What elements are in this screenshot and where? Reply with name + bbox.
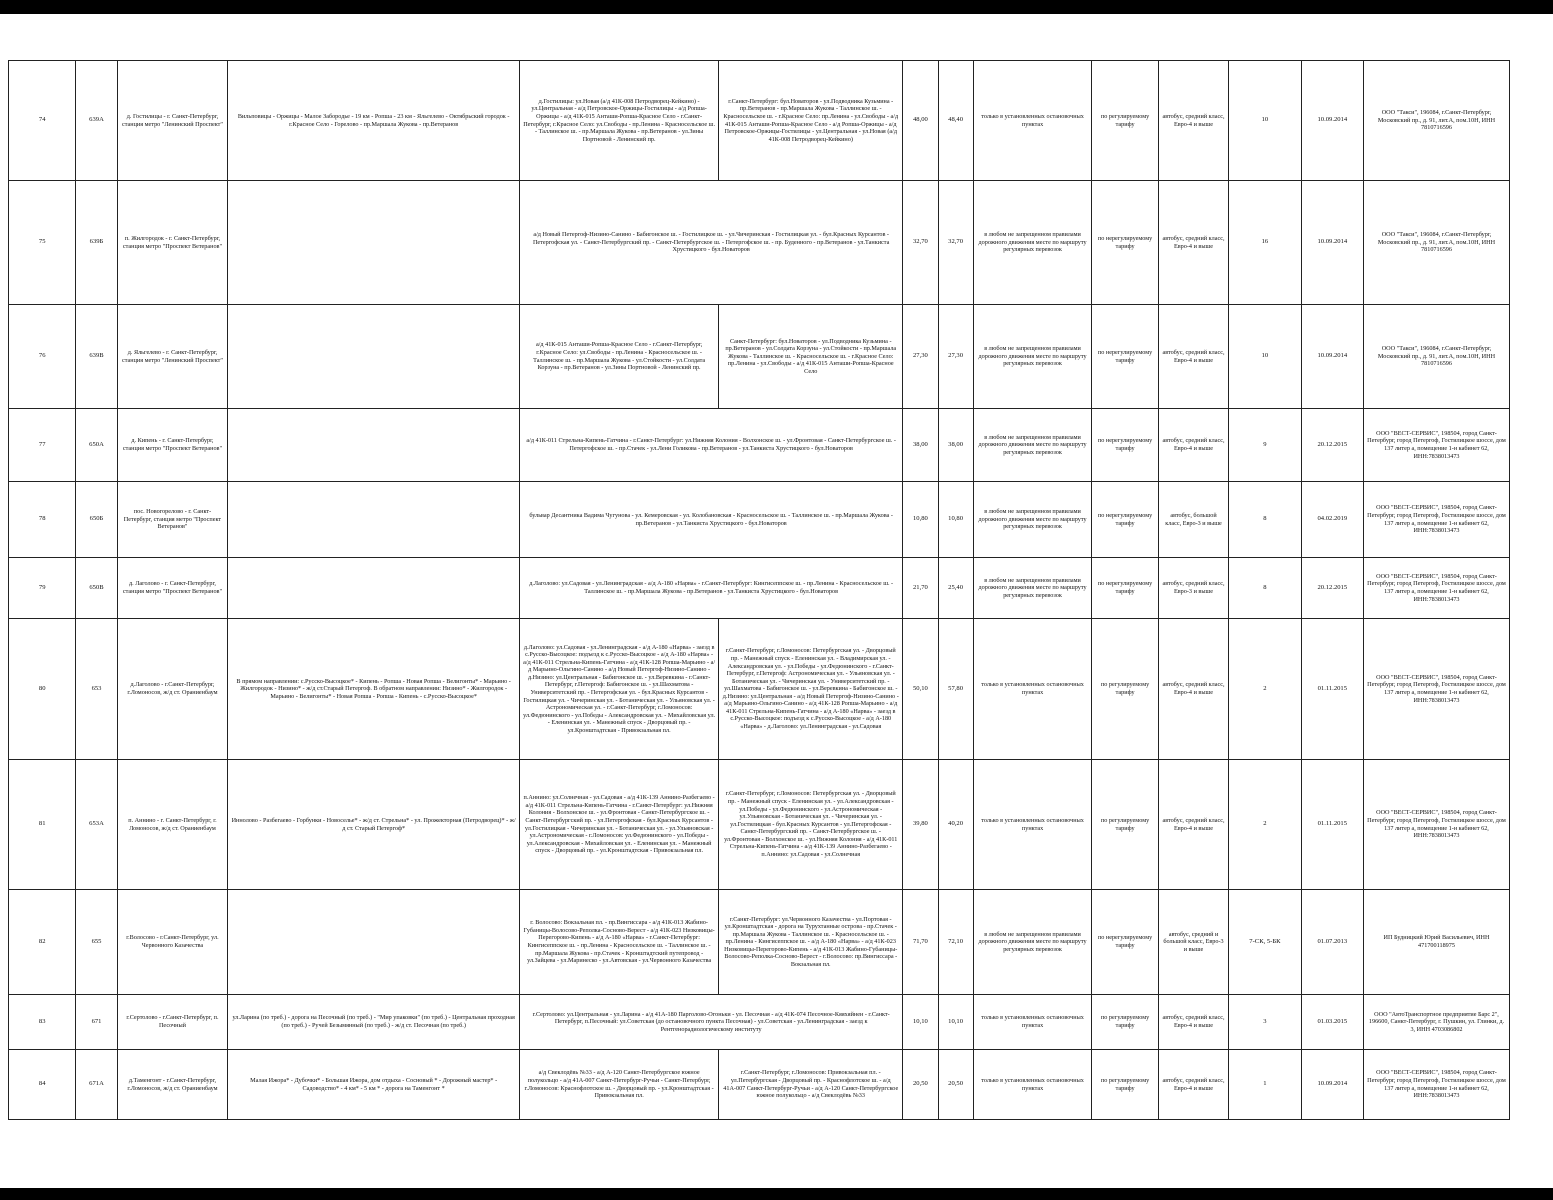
route-length-forward-cell: 21,70 (903, 558, 938, 619)
route-name-cell: пос. Новогорелово - г. Санкт-Петербург, станция метро "Проспект Ветеранов" (117, 482, 228, 558)
route-length-return-cell: 20,50 (938, 1050, 973, 1120)
vehicle-count-cell: 10 (1229, 305, 1301, 409)
route-length-forward-cell: 20,50 (903, 1050, 938, 1120)
route-name-cell: д. Лаголово - г. Санкт-Петербург, станция метро "Проспект Ветеранов" (117, 558, 228, 619)
route-streets-cell: а/д 41К-011 Стрельна-Кипень-Гатчина - г.Санкт-Петербург: ул.Нижняя Колония - Волхонское ш. - ул.Фронтовая - Санкт-Петербургское ш. - Петергофское ш. - пр.Стачек - ул.Лени Голикова - пр.Ветеранов - ул.Танкиста Хрустицкого - бул.Новаторов (520, 409, 903, 482)
table-row (9, 619, 1510, 760)
boarding-order-cell: только в установленных остановочных пунктах (973, 619, 1092, 760)
route-length-return-cell: 57,80 (938, 619, 973, 760)
vehicle-count-cell: 8 (1229, 482, 1301, 558)
route-streets-return-cell: г.Санкт-Петербург: ул.Червонного Казачества - ул.Портовая - ул.Кронштадтская - дорога на Турухтанные острова - пр.Стачек - пр.Маршала Жукова - Таллинское ш. - Красносельское ш. - пр.Ленина - Кингисеппское ш. - а/д А-180 «Нарва» - а/д 41К-023 Низковицы-Перегорово-Кипень - а/д 41К-013 Жабино-Губаницы-Волосово-Реполка-Сосново-Верест - г.Волосово: пр.Вингиссара - Вокзальная пл. (719, 890, 903, 995)
carrier-cell: ООО "ВЕСТ-СЕРВИС", 198504, город Санкт-Петербург, город Петергоф, Гостилицкое шоссе, дом 137 литер а, помещение 1-н кабинет 62, ИНН:7838013473 (1364, 409, 1510, 482)
route-streets-return-cell: г.Санкт-Петербург, г.Ломоносов: Привокзальная пл. - ул.Петербургская - Дворцовый пр. - Краснофлотское ш. - а/д 41А-007 Санкт-Петербург-Ручьи - а/д А-120 Санкт-Петербургское южное полукольцо - а/д Свеклодёвь №33 (719, 1050, 903, 1120)
route-streets-forward-cell: п.Аннино: ул.Солнечная - ул.Садовая - а/д 41К-139 Аннино-Разбегаево - а/д 41К-011 Стрельна-Кипень-Гатчина - г.Санкт-Петербург: ул.Нижняя Колония - Волхонское ш. - ул.Фронтовая - Санкт-Петербургское ш. - Санкт-Петербургский пр. - ул.Петергофская - бул.Красных Курсантов - ул.Гостилицкая - Чичеринская ул. - Ботаническая ул. - ул.Ульяновская - ул.Астрономическая - г.Ломоносов: ул.Федюнинского - ул.Победы - ул.Александровская - Михайловская ул. - Еленинская ул. - Манежный спуск - Дворцовый пр. - ул.Кронштадтская - Привокзальная пл. (520, 760, 719, 890)
boarding-order-cell: в любом не запрещенном правилами дорожного движения месте по маршруту регулярных перевозок (973, 409, 1092, 482)
route-length-forward-cell: 48,00 (903, 61, 938, 181)
route-number-cell: 671 (76, 995, 117, 1050)
route-number-cell: 655 (76, 890, 117, 995)
intermediate-stops-cell: Иннолово - Разбегаево - Горбунки - Новоселье* - ж/д ст. Стрельна* - ул. Прожекторная (Петродворец)* - ж/д ст. Старый Петергоф* (228, 760, 520, 890)
route-streets-forward-cell: а/д 41К-015 Анташи-Ропша-Красное Село - г.Санкт-Петербург, г.Красное Село: ул.Свободы - пр.Ленина - Красносельское ш. - Таллинское ш. - пр.Маршала Жукова - ул.Стойкости - ул.Солдата Корзуна - пр.Ветеранов - ул.Зины Портновой - Ленинский пр. (520, 305, 719, 409)
table-row (9, 409, 1510, 482)
start-date-cell: 10.09.2014 (1301, 305, 1363, 409)
vehicle-class-cell: автобус, средний класс, Евро-4 и выше (1158, 305, 1228, 409)
route-streets-cell: д.Лаголово: ул.Садовая - ул.Ленинградская - а/д А-180 «Нарва» - г.Санкт-Петербург: Кингисеппское ш. - пр.Ленина - Красносельское ш. - Таллинское ш. - пр.Маршала Жукова - пр.Ветеранов - ул.Танкиста Хрустицкого - бул.Новаторов (520, 558, 903, 619)
tariff-type-cell: по регулируемому тарифу (1092, 760, 1158, 890)
start-date-cell: 10.09.2014 (1301, 61, 1363, 181)
route-length-return-cell: 38,00 (938, 409, 973, 482)
row-number-cell: 82 (9, 890, 76, 995)
carrier-cell: ООО "Такси", 196084, г.Санкт-Петербург, Московский пр., д. 91, лит.А, пом.10Н, ИНН 7810716596 (1364, 305, 1510, 409)
start-date-cell: 01.03.2015 (1301, 995, 1363, 1050)
start-date-cell: 10.09.2014 (1301, 181, 1363, 305)
row-number-cell: 80 (9, 619, 76, 760)
intermediate-stops-cell (228, 558, 520, 619)
route-number-cell: 650В (76, 558, 117, 619)
route-length-forward-cell: 27,30 (903, 305, 938, 409)
vehicle-count-cell: 1 (1229, 1050, 1301, 1120)
route-name-cell: д. Кипень - г. Санкт-Петербург, станция метро "Проспект Ветеранов" (117, 409, 228, 482)
tariff-type-cell: по нерегулируемому тарифу (1092, 482, 1158, 558)
route-length-return-cell: 48,40 (938, 61, 973, 181)
route-length-return-cell: 27,30 (938, 305, 973, 409)
intermediate-stops-cell (228, 181, 520, 305)
route-name-cell: д.Лаголово - г.Санкт-Петербург, г.Ломоносов, ж/д ст. Ораниенбаум (117, 619, 228, 760)
start-date-cell: 20.12.2015 (1301, 558, 1363, 619)
table-row (9, 482, 1510, 558)
carrier-cell: ООО "ВЕСТ-СЕРВИС", 198504, город Санкт-Петербург, город Петергоф, Гостилицкое шоссе, дом 137 литер а, помещение 1-н кабинет 62, ИНН:7838013473 (1364, 558, 1510, 619)
route-streets-return-cell: Санкт-Петербург: бул.Новаторов - ул.Подводника Кузьмина - пр.Ветеранов - ул.Солдата Корзуна - ул.Стойкости - пр.Маршала Жукова - Таллинское ш. - Красносельское ш. - г.Красное Село: пр.Ленина - ул.Свободы - а/д 41К-015 Анташи-Ропша-Красное Село (719, 305, 903, 409)
vehicle-class-cell: автобус, средний класс, Евро-4 и выше (1158, 619, 1228, 760)
table-row (9, 181, 1510, 305)
start-date-cell: 04.02.2019 (1301, 482, 1363, 558)
vehicle-class-cell: автобус, средний и большой класс, Евро-3 и выше (1158, 890, 1228, 995)
start-date-cell: 20.12.2015 (1301, 409, 1363, 482)
route-streets-forward-cell: д.Гостилицы: ул.Новая (а/д 41К-008 Петродворец-Кейкино) - ул.Центральная - а/д Петровское-Оржицы-Гостилицы - а/д Ропша-Оржицы - а/д 41К-015 Анташи-Ропша-Красное Село - г.Санкт-Петербург, г.Красное Село: ул.Свободы - пр.Ленина - Красносельское ш. - Таллинское ш. - пр.Маршала Жукова - пр.Ветеранов - ул.Зины Портновой - Ленинский пр. (520, 61, 719, 181)
route-number-cell: 639В (76, 305, 117, 409)
route-length-forward-cell: 50,10 (903, 619, 938, 760)
vehicle-class-cell: автобус, большой класс, Евро-3 и выше (1158, 482, 1228, 558)
start-date-cell: 01.07.2013 (1301, 890, 1363, 995)
vehicle-class-cell: автобус, средний класс, Евро-4 и выше (1158, 61, 1228, 181)
carrier-cell: ООО "ВЕСТ-СЕРВИС", 198504, город Санкт-Петербург, город Петергоф, Гостилицкое шоссе, дом 137 литер а, помещение 1-н кабинет 62, ИНН:7838013473 (1364, 619, 1510, 760)
intermediate-stops-cell: Малая Ижора* - Дубочки* - Большая Ижора, дом отдыха - Сосновый * - Дорожный мастер* - Садоводство* - 4 км* - 5 км * - дорога на Таменгонт * (228, 1050, 520, 1120)
route-number-cell: 653А (76, 760, 117, 890)
intermediate-stops-cell (228, 482, 520, 558)
route-number-cell: 639А (76, 61, 117, 181)
route-number-cell: 650А (76, 409, 117, 482)
table-row (9, 558, 1510, 619)
row-number-cell: 75 (9, 181, 76, 305)
tariff-type-cell: по нерегулируемому тарифу (1092, 409, 1158, 482)
route-length-forward-cell: 32,70 (903, 181, 938, 305)
route-length-return-cell: 10,80 (938, 482, 973, 558)
route-length-return-cell: 10,10 (938, 995, 973, 1050)
route-length-return-cell: 72,10 (938, 890, 973, 995)
intermediate-stops-cell: В прямом направлении: с.Русско-Высоцкое* - Кипень - Ропша - Новая Ропша - Велигонты* - Марьино - Жилгородок - Низино* - ж/д ст.Старый Петергоф. В обратном направлении: Низино* - Жилгородок - Марьино - Велигонты* - Новая Ропша - Ропша - Кипень - с.Русско-Высоцкое* (228, 619, 520, 760)
vehicle-class-cell: автобус, средний класс, Евро-4 и выше (1158, 995, 1228, 1050)
vehicle-count-cell: 9 (1229, 409, 1301, 482)
table-row (9, 1050, 1510, 1120)
table-row (9, 760, 1510, 890)
route-name-cell: г.Волосово - г.Санкт-Петербург, ул. Червонного Казачества (117, 890, 228, 995)
route-streets-cell: бульвар Десантника Вадима Чугунова - ул. Кемеровская - ул. Колобановская - Красносельское ш. - Таллинское ш. - пр.Маршала Жукова - пр.Ветеранов - ул.Танкиста Хрустицкого - бул.Новаторов (520, 482, 903, 558)
route-name-cell: п. Аннино - г. Санкт-Петербург, г. Ломоносов, ж/д ст. Ораниенбаум (117, 760, 228, 890)
carrier-cell: ООО "ВЕСТ-СЕРВИС", 198504, город Санкт-Петербург, город Петергоф, Гостилицкое шоссе, дом 137 литер а, помещение 1-н кабинет 62, ИНН:7838013473 (1364, 482, 1510, 558)
vehicle-count-cell: 7-СК, 5-БК (1229, 890, 1301, 995)
tariff-type-cell: по регулируемому тарифу (1092, 995, 1158, 1050)
vehicle-class-cell: автобус, средний класс, Евро-4 и выше (1158, 409, 1228, 482)
carrier-cell: ИП Будницкий Юрий Васильевич, ИНН 471700118975 (1364, 890, 1510, 995)
routes-table-body (9, 61, 1510, 1120)
boarding-order-cell: в любом не запрещенном правилами дорожного движения месте по маршруту регулярных перевозок (973, 890, 1092, 995)
route-streets-cell: а/д Новый Петергоф-Низино-Санино - Бабигонское ш. - Гостилицкое ш. - ул.Чичеринская - Гостилицкая ул. - бул.Красных Курсантов - Петергофская ул. - Санкт-Петербургский пр. - Санкт-Петербургское ш. - Петергофское ш. - пр. Буденного - пр.Ветеранов - ул.Танкиста Хрустицкого - бул.Новаторов (520, 181, 903, 305)
vehicle-class-cell: автобус, средний класс, Евро-3 и выше (1158, 558, 1228, 619)
route-streets-cell: г.Сертолово: ул.Центральная - ул.Ларина - а/д 41А-180 Парголово-Огоньки - ул. Песочная - а/д 41К-074 Песочное-Кяяхяйнен - г.Санкт-Петербург, п.Песочный: ул.Советская (до остановочного пункта Песочная) - ул.Советская - ул.Ленинградская - заезд к Рентгенорадиологическому институту (520, 995, 903, 1050)
tariff-type-cell: по нерегулируемому тарифу (1092, 181, 1158, 305)
carrier-cell: ООО "АвтоТранспортное предприятие Барс 2", 196600, Санкт-Петербург, г. Пушкин, ул. Глинки, д. 3, ИНН 4703086802 (1364, 995, 1510, 1050)
route-length-return-cell: 32,70 (938, 181, 973, 305)
route-streets-forward-cell: а/д Свеклодёвь №33 - а/д А-120 Санкт-Петербургское южное полукольцо - а/д 41А-007 Санкт-Петербург-Ручьи - Санкт-Петербург, г.Ломоносов: Краснофлотское ш. - Дворцовый пр. - ул.Кронштадтская - Привокзальная пл. (520, 1050, 719, 1120)
vehicle-class-cell: автобус, средний класс, Евро-4 и выше (1158, 181, 1228, 305)
route-streets-return-cell: г.Санкт-Петербург: бул.Новаторов - ул.Подводника Кузьмина - пр.Ветеранов - пр.Маршала Жукова - Таллинское ш. - Красносельское ш. - г.Красное Село: пр.Ленина - ул.Свободы - а/д 41К-015 Анташи-Ропша-Красное Село - а/д Ропша-Оржицы - а/д Петровское-Оржицы-Гостилицы - ул.Центральная - ул.Новая (а/д 41К-008 Петродворец-Кейкино) (719, 61, 903, 181)
row-number-cell: 83 (9, 995, 76, 1050)
boarding-order-cell: в любом не запрещенном правилами дорожного движения месте по маршруту регулярных перевозок (973, 181, 1092, 305)
boarding-order-cell: только в установленных остановочных пунктах (973, 1050, 1092, 1120)
table-row (9, 995, 1510, 1050)
tariff-type-cell: по нерегулируемому тарифу (1092, 890, 1158, 995)
boarding-order-cell: только в установленных остановочных пунктах (973, 995, 1092, 1050)
carrier-cell: ООО "ВЕСТ-СЕРВИС", 198504, город Санкт-Петербург, город Петергоф, Гостилицкое шоссе, дом 137 литер а, помещение 1-н кабинет 62, ИНН:7838013473 (1364, 760, 1510, 890)
scan-border-top (0, 0, 1553, 14)
tariff-type-cell: по нерегулируемому тарифу (1092, 558, 1158, 619)
vehicle-count-cell: 16 (1229, 181, 1301, 305)
vehicle-count-cell: 10 (1229, 61, 1301, 181)
route-streets-forward-cell: г. Волосово: Вокзальная пл. - пр.Вингиссара - а/д 41К-013 Жабино-Губаницы-Волосово-Реполка-Сосново-Верест - а/д 41К-023 Низковицы-Перегорово-Кипень - а/д А-180 «Нарва» - г.Санкт-Петербург: Кингисеппское ш. - пр.Ленина - Красносельское ш. - Таллинское ш. - пр.Маршала Жукова - пр.Стачек - Кронштадтский путепровод - ул.Зайцева - ул.Маринеско - ул.Автовская - ул.Червонного Казачества (520, 890, 719, 995)
routes-register-table (8, 60, 1510, 1120)
start-date-cell: 01.11.2015 (1301, 760, 1363, 890)
route-length-forward-cell: 39,80 (903, 760, 938, 890)
tariff-type-cell: по регулируемому тарифу (1092, 1050, 1158, 1120)
route-name-cell: г.Сертолово - г.Санкт-Петербург, п. Песочный (117, 995, 228, 1050)
start-date-cell: 10.09.2014 (1301, 1050, 1363, 1120)
intermediate-stops-cell: Вильповицы - Оржицы - Малое Забородье - 19 км - Ропша - 23 км - Яльгелево - Октябрьский городок - г.Красное Село - Горелово - пр.Маршала Жукова - пр.Ветеранов (228, 61, 520, 181)
vehicle-count-cell: 2 (1229, 619, 1301, 760)
route-number-cell: 639Б (76, 181, 117, 305)
route-length-return-cell: 25,40 (938, 558, 973, 619)
boarding-order-cell: только в установленных остановочных пунктах (973, 760, 1092, 890)
route-number-cell: 650Б (76, 482, 117, 558)
row-number-cell: 79 (9, 558, 76, 619)
route-number-cell: 653 (76, 619, 117, 760)
intermediate-stops-cell (228, 305, 520, 409)
boarding-order-cell: в любом не запрещенном правилами дорожного движения месте по маршруту регулярных перевозок (973, 482, 1092, 558)
route-length-return-cell: 40,20 (938, 760, 973, 890)
route-length-forward-cell: 10,80 (903, 482, 938, 558)
tariff-type-cell: по нерегулируемому тарифу (1092, 305, 1158, 409)
scan-border-bottom (0, 1188, 1553, 1200)
route-streets-return-cell: г.Санкт-Петербург, г.Ломоносов: Петербургская ул. - Дворцовый пр. - Манежный спуск - Еленинская ул. - ул.Александровская - ул.Победы - ул.Федюнинского - ул.Астрономическая - ул.Ульяновская - Ботаническая ул. - Чичеринская ул. - ул.Гостилицкая - бул.Красных Курсантов - ул.Петергофская - Санкт-Петербургский пр. - Санкт-Петербургское ш. - ул.Фронтовая - Волхонское ш. - ул.Нижняя Колония - а/д 41К-011 Стрельна-Кипень-Гатчина - а/д 41К-139 Аннино-Разбегаево - п.Аннино: ул.Садовая - ул.Солнечная (719, 760, 903, 890)
vehicle-class-cell: автобус, средний класс, Евро-4 и выше (1158, 1050, 1228, 1120)
boarding-order-cell: в любом не запрещенном правилами дорожного движения месте по маршруту регулярных перевозок (973, 558, 1092, 619)
row-number-cell: 78 (9, 482, 76, 558)
table-row (9, 61, 1510, 181)
vehicle-class-cell: автобус, средний класс, Евро-4 и выше (1158, 760, 1228, 890)
carrier-cell: ООО "Такси", 196084, г.Санкт-Петербург, Московский пр., д. 91, лит.А, пом.10Н, ИНН 7810716596 (1364, 181, 1510, 305)
route-name-cell: д.Таменгонт - г.Санкт-Петербург, г.Ломоносов, ж/д ст. Ораниенбаум (117, 1050, 228, 1120)
route-length-forward-cell: 10,10 (903, 995, 938, 1050)
intermediate-stops-cell (228, 890, 520, 995)
row-number-cell: 84 (9, 1050, 76, 1120)
row-number-cell: 74 (9, 61, 76, 181)
carrier-cell: ООО "Такси", 196084, г.Санкт-Петербург, Московский пр., д. 91, лит.А, пом.10Н, ИНН 7810716596 (1364, 61, 1510, 181)
row-number-cell: 76 (9, 305, 76, 409)
row-number-cell: 81 (9, 760, 76, 890)
start-date-cell: 01.11.2015 (1301, 619, 1363, 760)
table-row (9, 890, 1510, 995)
route-name-cell: д. Яльгелево - г. Санкт-Петербург, станция метро "Ленинский Проспект" (117, 305, 228, 409)
vehicle-count-cell: 8 (1229, 558, 1301, 619)
row-number-cell: 77 (9, 409, 76, 482)
route-number-cell: 671А (76, 1050, 117, 1120)
table-row (9, 305, 1510, 409)
boarding-order-cell: только в установленных остановочных пунктах (973, 61, 1092, 181)
route-streets-forward-cell: д.Лаголово: ул.Садовая - ул.Ленинградская - а/д А-180 «Нарва» - заезд в с.Русско-Высоцкое: подъезд к с.Русско-Высоцкое - а/д А-180 «Нарва» - а/д 41К-011 Стрельна-Кипень-Гатчина - а/д 41К-128 Ропша-Марьино - а/д Марьино-Ольгино-Санино - а/д Новый Петергоф-Низино-Санино - д.Низино: ул.Центральная - Бабигонское ш. - ул.Веревкина - г.Санкт-Петербург, г.Петергоф: Бабигонское ш. - ул.Шахматова - Университетский пр. - Петергофская ул. - бул.Красных Курсантов - Гостилицкая ул. - Чичеринская ул. - Ботаническая ул. - Ульяновская ул. - Астрономическая ул. - г.Санкт-Петербург, г.Ломоносов: ул.Федюнинского - ул.Победы - Александровская ул. - Михайловская ул. - Еленинская ул. - Манежный спуск - Дворцовый пр. - ул.Кронштадтская - Привокзальная пл. (520, 619, 719, 760)
tariff-type-cell: по регулируемому тарифу (1092, 61, 1158, 181)
route-streets-return-cell: г.Санкт-Петербург, г.Ломоносов: Петербургская ул. - Дворцовый пр. - Манежный спуск - Еленинская ул. - Владимирская ул. - Александровская ул. - ул.Победы - ул.Федюнинского - г.Санкт-Петербург, г.Петергоф: Астрономическая ул. - Ульяновская ул. - Ботаническая ул. - Чичеринская ул. - Университетский пр. - ул.Шахматова - Бабигонское ш. - ул.Веревкина - Бабигонское ш. - д.Низино: ул.Центральная - а/д Новый Петергоф-Низино-Санино - а/д Марьино-Ольгино-Санино - а/д 41К-128 Ропша-Марьино - а/д 41К-011 Стрельна-Кипень-Гатчина - а/д А-180 «Нарва» - заезд в с.Русско-Высоцкое: подъезд к с.Русско-Высоцкое - а/д А-180 «Нарва» - д.Лаголово: ул.Ленинградская - ул.Садовая (719, 619, 903, 760)
vehicle-count-cell: 3 (1229, 995, 1301, 1050)
tariff-type-cell: по регулируемому тарифу (1092, 619, 1158, 760)
boarding-order-cell: в любом не запрещенном правилами дорожного движения месте по маршруту регулярных перевозок (973, 305, 1092, 409)
intermediate-stops-cell: ул.Ларина (по треб.) - дорога на Песочный (по треб.) - "Мир упаковки" (по треб.) - Центральная проходная (по треб.) - Ручей Безымянный (по треб.) - ж/д ст. Песочная (по треб.) (228, 995, 520, 1050)
route-name-cell: п. Жилгородок - г. Санкт-Петербург, станция метро "Проспект Ветеранов" (117, 181, 228, 305)
carrier-cell: ООО "ВЕСТ-СЕРВИС", 198504, город Санкт-Петербург, город Петергоф, Гостилицкое шоссе, дом 137 литер а, помещение 1-н кабинет 62, ИНН:7838013473 (1364, 1050, 1510, 1120)
route-name-cell: д. Гостилицы - г. Санкт-Петербург, станция метро "Ленинский Проспект" (117, 61, 228, 181)
route-length-forward-cell: 71,70 (903, 890, 938, 995)
vehicle-count-cell: 2 (1229, 760, 1301, 890)
route-length-forward-cell: 38,00 (903, 409, 938, 482)
intermediate-stops-cell (228, 409, 520, 482)
